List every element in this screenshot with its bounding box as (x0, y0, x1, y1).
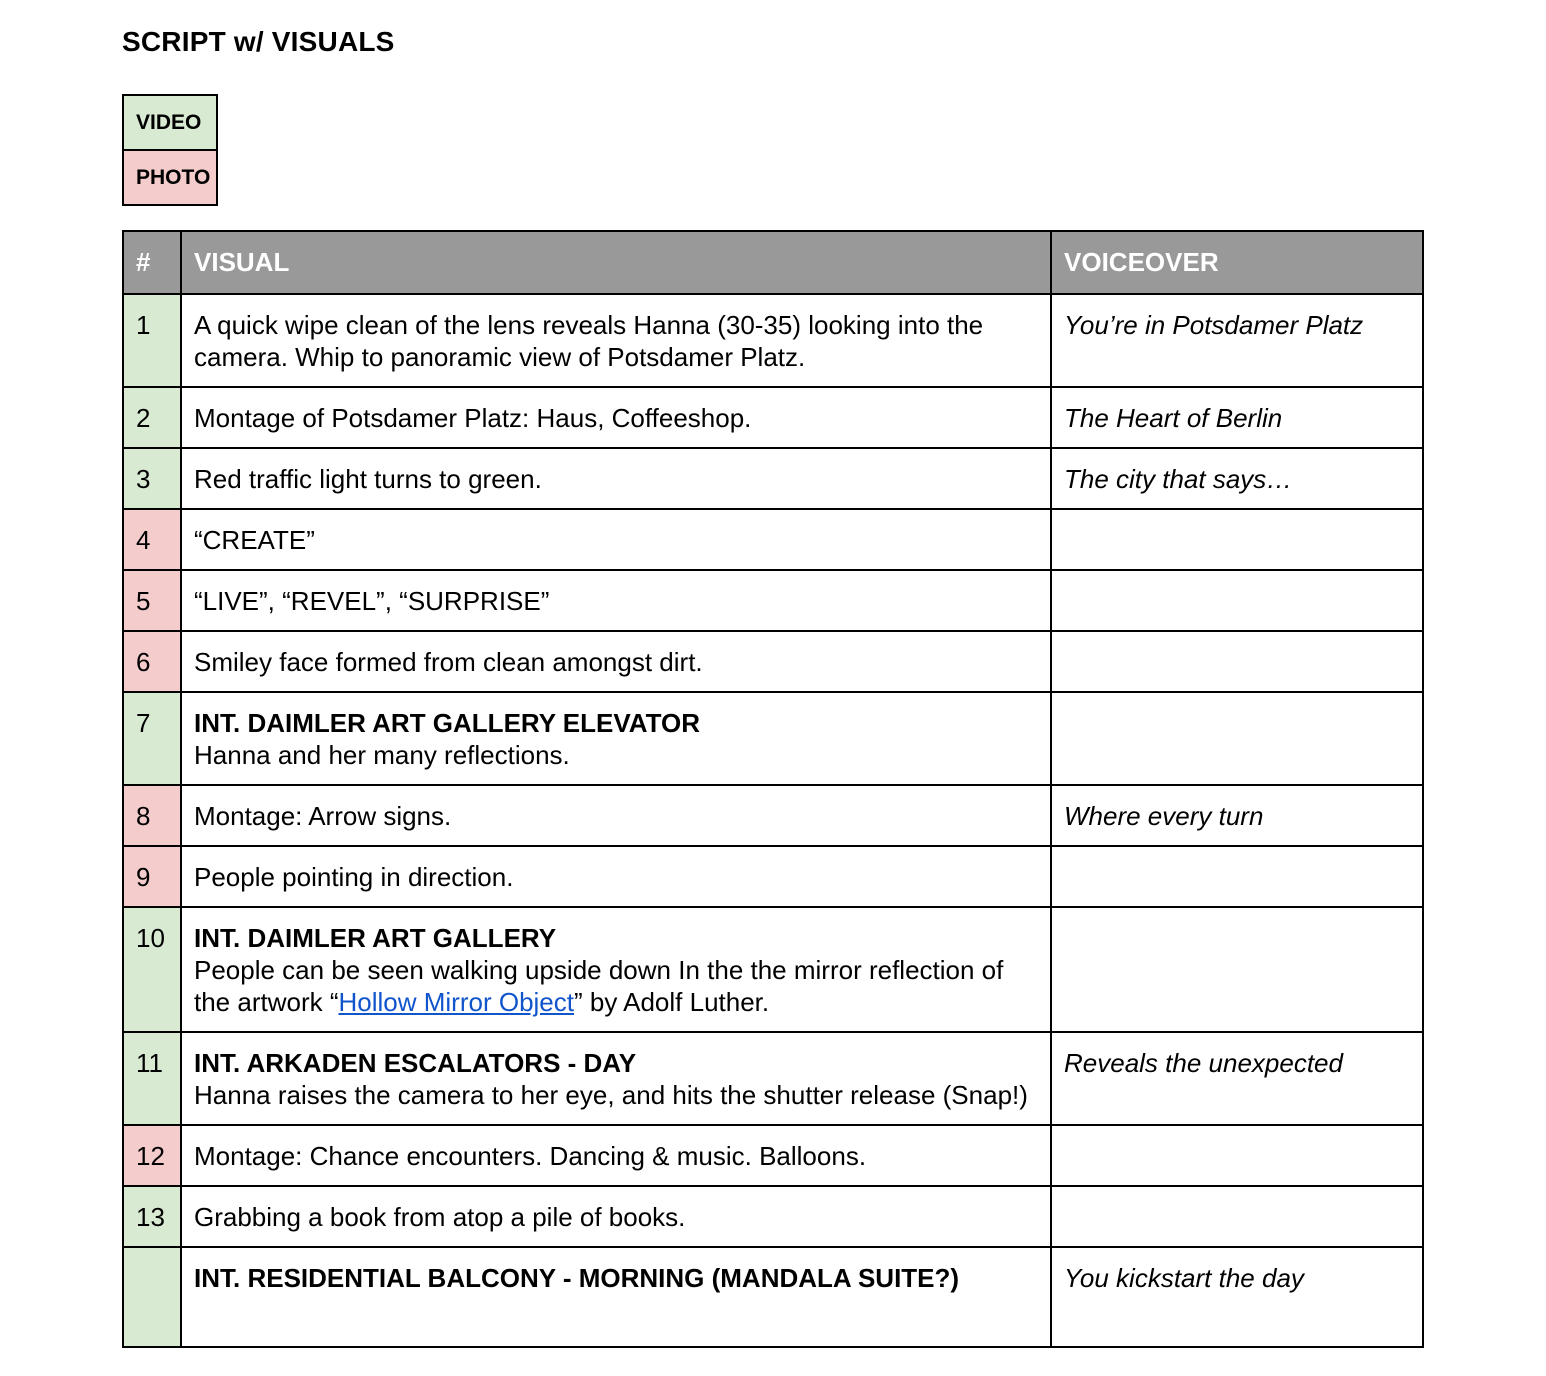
shot-number: 2 (123, 387, 181, 448)
legend-video: VIDEO (123, 95, 217, 150)
shot-number: 4 (123, 509, 181, 570)
voiceover-cell: You kickstart the day (1051, 1247, 1423, 1347)
visual-text: A quick wipe clean of the lens reveals Hanna (30-35) looking into the camera. Whip to panoramic view of Potsdamer Platz. (194, 310, 984, 372)
scene-heading: INT. DAIMLER ART GALLERY ELEVATOR (194, 708, 701, 738)
visual-cell (181, 448, 1051, 509)
shot-number: 10 (123, 907, 181, 1032)
shot-number: 6 (123, 631, 181, 692)
script-table (122, 230, 1424, 1348)
voiceover-cell: The Heart of Berlin (1051, 387, 1423, 448)
legend-photo: PHOTO (123, 150, 217, 205)
voiceover-cell (1051, 631, 1423, 692)
voiceover-cell (1051, 846, 1423, 907)
voiceover-cell (1051, 692, 1423, 785)
table-row (123, 294, 1423, 387)
visual-cell (181, 692, 1051, 785)
table-body (123, 294, 1423, 1347)
visual-text: Grabbing a book from atop a pile of books. (194, 1202, 686, 1232)
visual-text: People pointing in direction. (194, 862, 514, 892)
table-header-row (123, 231, 1423, 294)
shot-number: 12 (123, 1125, 181, 1186)
visual-cell (181, 387, 1051, 448)
header-voiceover: VOICEOVER (1051, 231, 1423, 294)
visual-text: Montage of Potsdamer Platz: Haus, Coffeeshop. (194, 403, 752, 433)
scene-heading: INT. RESIDENTIAL BALCONY - MORNING (MANDALA SUITE?) (194, 1263, 960, 1293)
shot-number: 7 (123, 692, 181, 785)
voiceover-cell (1051, 570, 1423, 631)
visual-text: Red traffic light turns to green. (194, 464, 542, 494)
table-row (123, 448, 1423, 509)
voiceover-cell: You’re in Potsdamer Platz (1051, 294, 1423, 387)
table-row (123, 1247, 1423, 1347)
visual-cell (181, 785, 1051, 846)
visual-text: Smiley face formed from clean amongst dirt. (194, 647, 703, 677)
table-row (123, 509, 1423, 570)
visual-text: “CREATE” (194, 525, 315, 555)
visual-text: People can be seen walking upside down In the the mirror reflection of the artwork “ (194, 955, 1004, 1017)
document-title: SCRIPT w/ VISUALS (122, 26, 395, 57)
voiceover-cell (1051, 509, 1423, 570)
table-row (123, 631, 1423, 692)
legend-table (122, 94, 218, 206)
visual-cell (181, 907, 1051, 1032)
voiceover-cell: The city that says… (1051, 448, 1423, 509)
legend-row-video (123, 95, 217, 150)
visual-cell (181, 570, 1051, 631)
artwork-link[interactable]: Hollow Mirror Object (338, 987, 574, 1017)
table-row (123, 1125, 1423, 1186)
scene-heading: INT. ARKADEN ESCALATORS - DAY (194, 1048, 637, 1078)
visual-cell (181, 1032, 1051, 1125)
shot-number: 11 (123, 1032, 181, 1125)
visual-text: ” by Adolf Luther. (574, 987, 770, 1017)
table-row (123, 692, 1423, 785)
visual-cell (181, 1247, 1051, 1347)
header-num: # (123, 231, 181, 294)
table-row (123, 387, 1423, 448)
scene-heading: INT. DAIMLER ART GALLERY (194, 923, 557, 953)
visual-cell (181, 294, 1051, 387)
shot-number: 13 (123, 1186, 181, 1247)
voiceover-cell: Where every turn (1051, 785, 1423, 846)
visual-text: Hanna and her many reflections. (194, 740, 570, 770)
visual-text: Hanna raises the camera to her eye, and hits the shutter release (Snap!) (194, 1080, 1028, 1110)
table-row (123, 907, 1423, 1032)
table-row (123, 1032, 1423, 1125)
visual-cell (181, 631, 1051, 692)
voiceover-cell (1051, 1125, 1423, 1186)
voiceover-cell (1051, 1186, 1423, 1247)
visual-text: Montage: Arrow signs. (194, 801, 452, 831)
visual-cell (181, 1186, 1051, 1247)
shot-number: 8 (123, 785, 181, 846)
table-row (123, 785, 1423, 846)
table-row (123, 570, 1423, 631)
visual-cell (181, 509, 1051, 570)
voiceover-cell: Reveals the unexpected (1051, 1032, 1423, 1125)
shot-number: 5 (123, 570, 181, 631)
visual-cell (181, 1125, 1051, 1186)
table-row (123, 1186, 1423, 1247)
header-visual: VISUAL (181, 231, 1051, 294)
voiceover-cell (1051, 907, 1423, 1032)
table-row (123, 846, 1423, 907)
shot-number: 3 (123, 448, 181, 509)
visual-text: Montage: Chance encounters. Dancing & music. Balloons. (194, 1141, 867, 1171)
visual-text: “LIVE”, “REVEL”, “SURPRISE” (194, 586, 550, 616)
legend-row-photo (123, 150, 217, 205)
shot-number (123, 1247, 181, 1347)
shot-number: 9 (123, 846, 181, 907)
visual-cell (181, 846, 1051, 907)
shot-number: 1 (123, 294, 181, 387)
